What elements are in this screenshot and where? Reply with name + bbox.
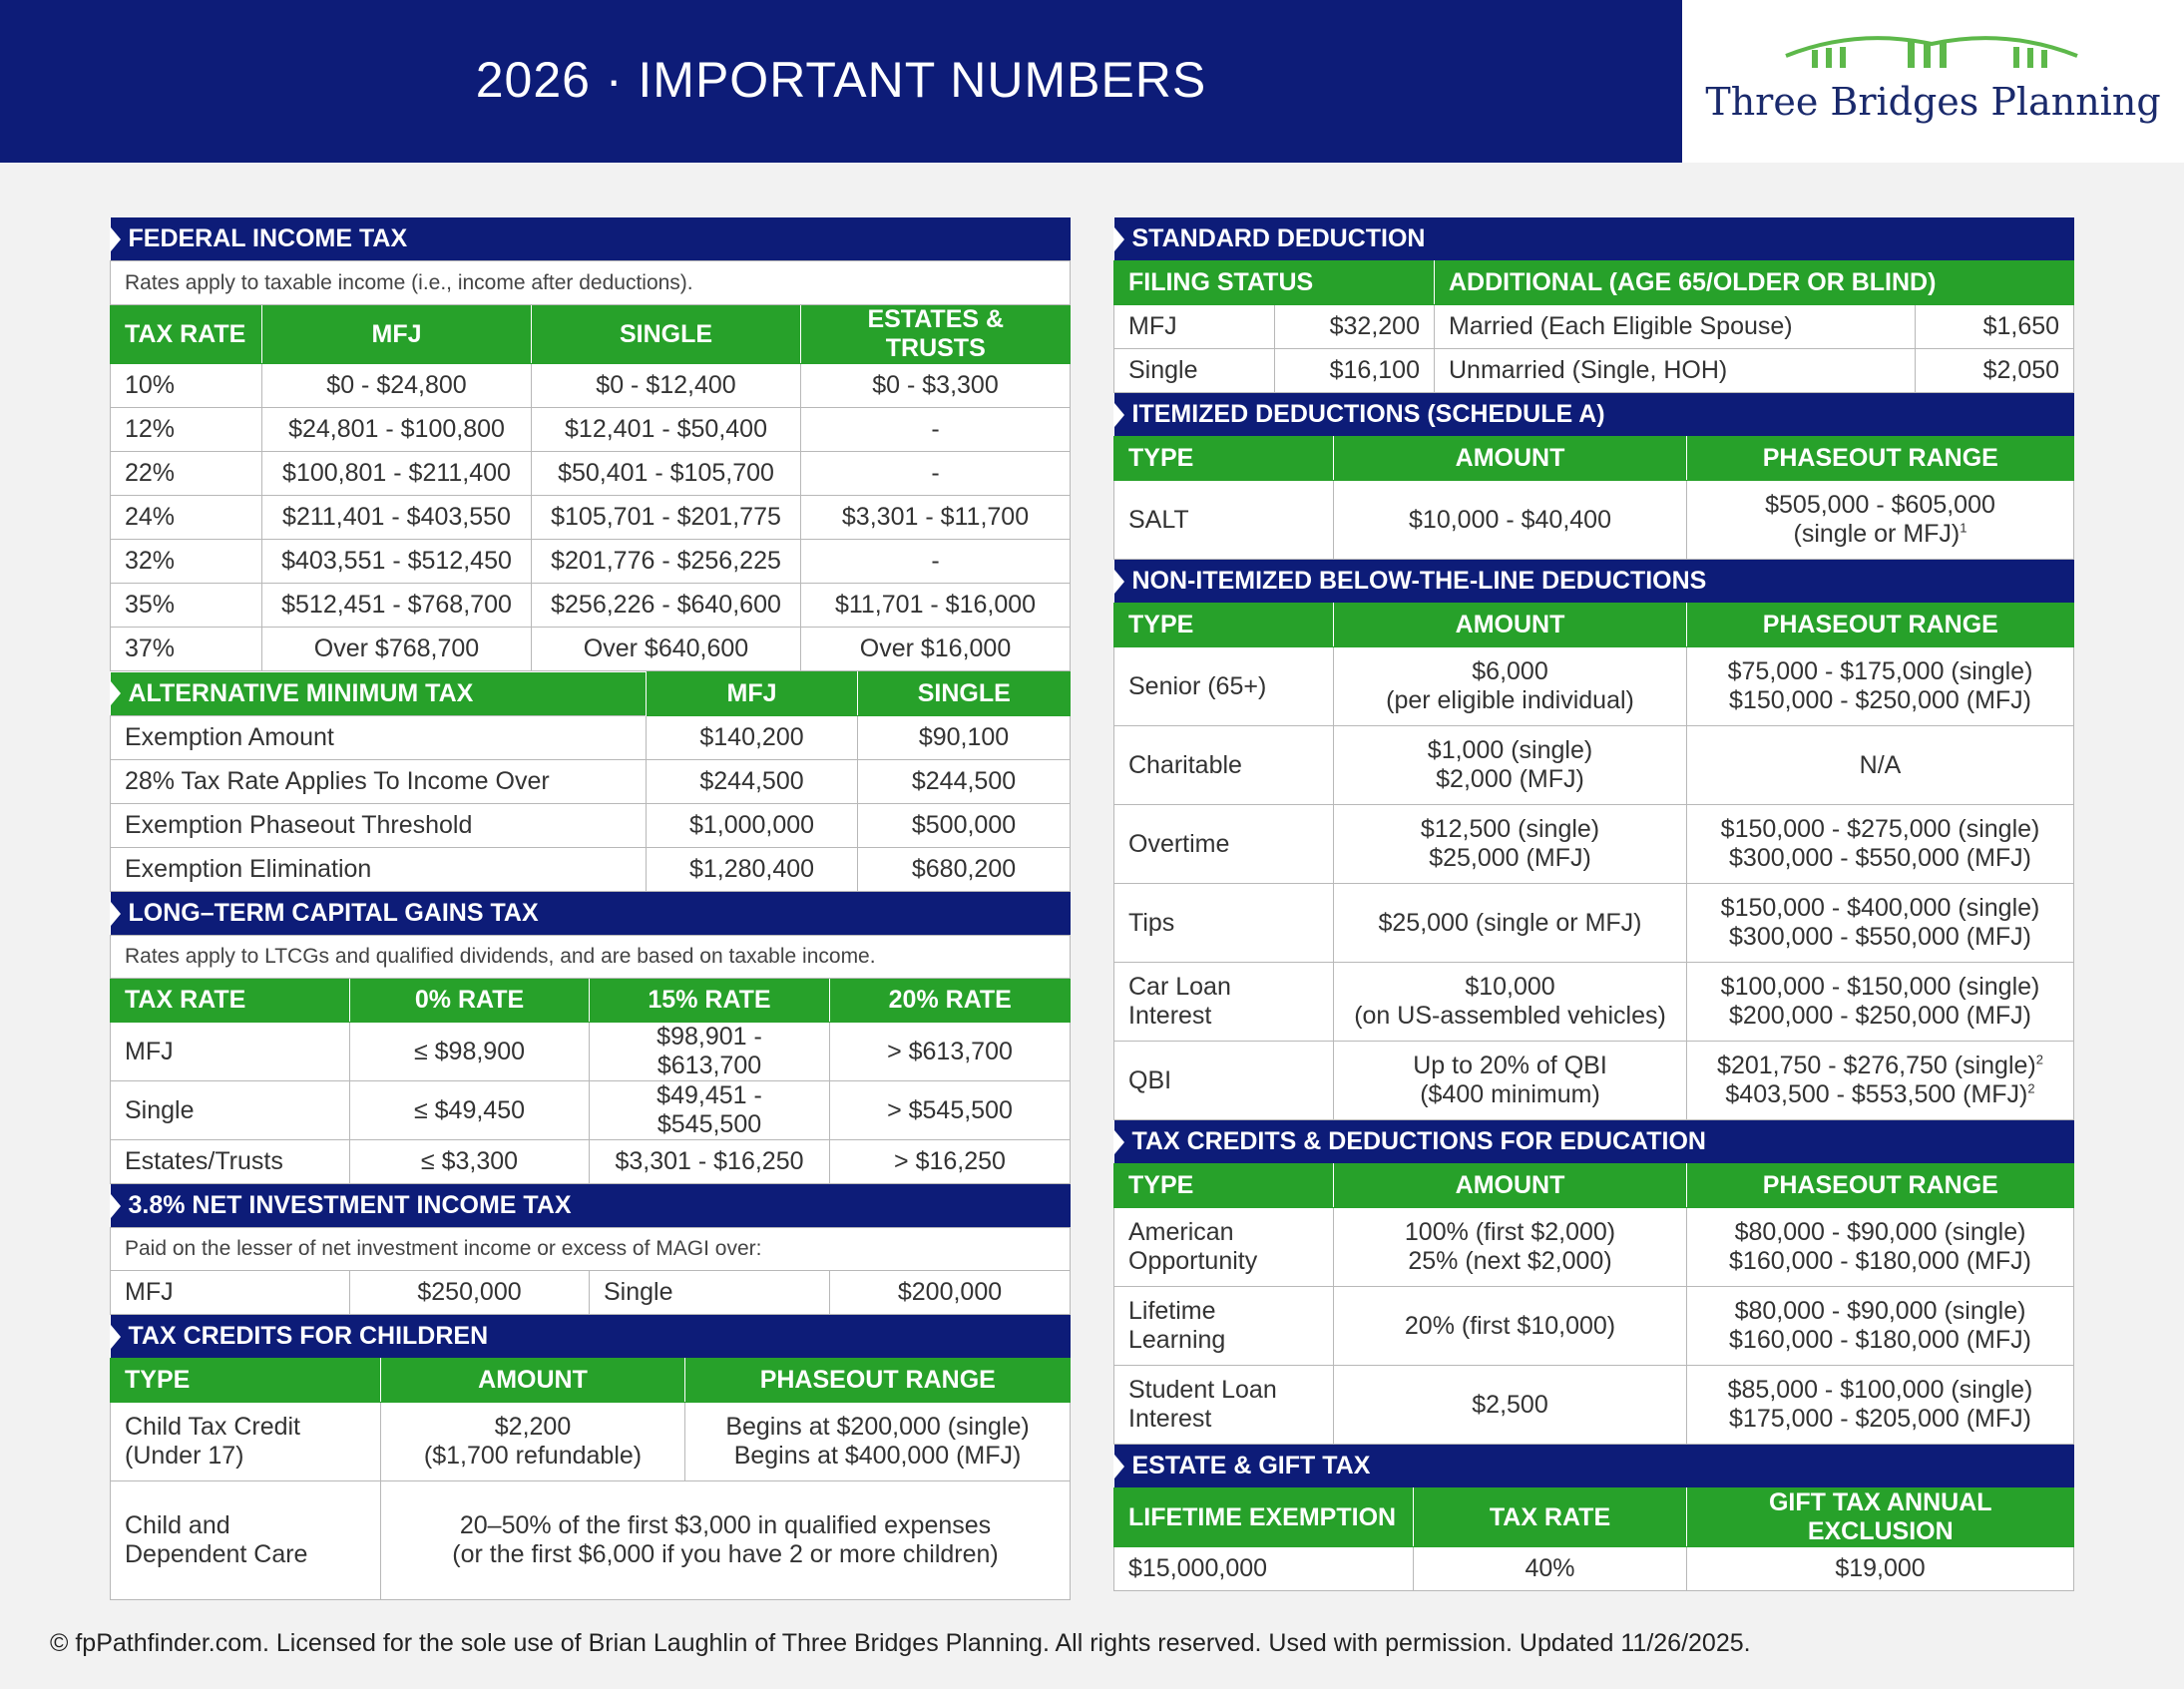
cell: $211,401 - $403,550: [262, 496, 532, 540]
section-note: Paid on the lesser of net investment income or excess of MAGI over:: [111, 1228, 1071, 1271]
cell: Single: [1114, 349, 1275, 393]
cell: $90,100: [858, 716, 1071, 760]
col-header: 20% RATE: [830, 979, 1071, 1023]
cell: 12%: [111, 408, 262, 452]
cell: ≤ $3,300: [350, 1140, 590, 1184]
section-title: ITEMIZED DEDUCTIONS (SCHEDULE A): [1114, 393, 2074, 437]
niit-table: [110, 1184, 1071, 1315]
left-column: [110, 217, 1070, 1600]
cell: ≤ $49,450: [350, 1081, 590, 1140]
cell-line: Student Loan: [1128, 1376, 1277, 1404]
cell: Exemption Amount: [111, 716, 647, 760]
cell: [1334, 1208, 1687, 1287]
cell: [1114, 884, 1334, 963]
col-header: PHASEOUT RANGE: [1687, 1164, 2074, 1208]
cell: $1,650: [1916, 305, 2074, 349]
table-row: [1114, 1547, 2074, 1591]
federal-income-tax-table: [110, 217, 1071, 671]
col-header: ADDITIONAL (AGE 65/OLDER OR BLIND): [1435, 261, 2074, 305]
education-table: [1113, 1120, 2074, 1445]
cell-line: ($400 minimum): [1420, 1080, 1600, 1108]
bridges-icon: [1782, 34, 2081, 74]
cell: [1334, 963, 1687, 1042]
cell: $11,701 - $16,000: [801, 584, 1071, 628]
cell: $0 - $12,400: [532, 364, 801, 408]
cell-line: Interest: [1128, 1002, 1212, 1030]
col-header: GIFT TAX ANNUAL EXCLUSION: [1687, 1488, 2074, 1547]
cell: [1687, 726, 2074, 805]
cell: $244,500: [647, 760, 858, 804]
cell-line: American: [1128, 1218, 1234, 1246]
table-row: [111, 628, 1071, 671]
table-row: [1114, 481, 2074, 560]
footnote-mark: 1: [1960, 520, 1967, 536]
col-header: AMOUNT: [1334, 437, 1687, 481]
cell: [1114, 647, 1334, 726]
col-header: SINGLE: [532, 305, 801, 364]
cell-line: $75,000 - $175,000 (single): [1727, 657, 2033, 685]
cell-text: $201,750 - $276,750 (single): [1717, 1052, 2036, 1079]
estate-gift-table: [1113, 1445, 2074, 1591]
cell: [1334, 1042, 1687, 1120]
cell: $0 - $24,800: [262, 364, 532, 408]
cell: $244,500: [858, 760, 1071, 804]
cell-line: $150,000 - $400,000 (single): [1720, 894, 2040, 922]
section-title: LONG–TERM CAPITAL GAINS TAX: [111, 892, 1071, 936]
cell: Over $16,000: [801, 628, 1071, 671]
cell: Over $640,600: [532, 628, 801, 671]
footer-copyright: © fpPathfinder.com. Licensed for the sole use of Brian Laughlin of Three Bridges Planning. All rights reserved. Used with permission. Updated 11/26/2025.: [50, 1629, 1751, 1657]
col-header: TAX RATE: [111, 305, 262, 364]
cell: $201,776 - $256,225: [532, 540, 801, 584]
cell-line: $85,000 - $100,000 (single): [1727, 1376, 2033, 1404]
cell-line: 100% (first $2,000): [1404, 1218, 1616, 1246]
cell-line: Overtime: [1128, 829, 1230, 858]
cell-line: $175,000 - $205,000 (MFJ): [1729, 1405, 2031, 1433]
cell: Single: [590, 1271, 830, 1315]
cell-line: Child Tax Credit: [125, 1413, 301, 1441]
cell: 37%: [111, 628, 262, 671]
cell-line: $505,000 - $605,000: [1765, 491, 1995, 519]
table-row: [1114, 647, 2074, 726]
cell-line: N/A: [1859, 750, 1902, 779]
table-row: [1114, 1287, 2074, 1366]
col-header: TYPE: [1114, 604, 1334, 647]
cell: [1114, 963, 1334, 1042]
cell-line: $25,000 (MFJ): [1429, 844, 1591, 872]
cell-line: $6,000: [1472, 657, 1548, 685]
cell: [685, 1403, 1071, 1481]
cell-line: 20% (first $10,000): [1404, 1311, 1616, 1340]
col-header: AMOUNT: [1334, 1164, 1687, 1208]
section-title: 3.8% NET INVESTMENT INCOME TAX: [111, 1184, 1071, 1228]
table-row: [1114, 726, 2074, 805]
cell: $16,100: [1275, 349, 1435, 393]
cell-line: $2,200: [494, 1413, 572, 1441]
cell-line: $80,000 - $90,000 (single): [1734, 1297, 2026, 1325]
col-header: PHASEOUT RANGE: [1687, 437, 2074, 481]
table-row: [111, 760, 1071, 804]
cell: Exemption Phaseout Threshold: [111, 804, 647, 848]
cell: $12,401 - $50,400: [532, 408, 801, 452]
cell: Married (Each Eligible Spouse): [1435, 305, 1916, 349]
cell: [1334, 726, 1687, 805]
col-header: ESTATES & TRUSTS: [801, 305, 1071, 364]
col-header: 0% RATE: [350, 979, 590, 1023]
ltcg-table: [110, 892, 1071, 1184]
cell: [1114, 726, 1334, 805]
cell: 28% Tax Rate Applies To Income Over: [111, 760, 647, 804]
col-header: TYPE: [1114, 1164, 1334, 1208]
cell: $200,000: [830, 1271, 1071, 1315]
section-note: Rates apply to taxable income (i.e., income after deductions).: [111, 261, 1071, 305]
col-header: 15% RATE: [590, 979, 830, 1023]
cell: [1114, 1208, 1334, 1287]
footnote-mark: 2: [2035, 1052, 2043, 1067]
cell-line: [1701, 520, 2059, 549]
table-row: [111, 364, 1071, 408]
table-row: [111, 848, 1071, 892]
col-header: SINGLE: [858, 672, 1071, 716]
cell: > $545,500: [830, 1081, 1071, 1140]
right-column: [1113, 217, 2073, 1591]
section-title: TAX CREDITS FOR CHILDREN: [111, 1315, 1071, 1359]
cell-line: $2,500: [1472, 1390, 1548, 1419]
cell-line: ($1,700 refundable): [423, 1442, 643, 1470]
cell: > $16,250: [830, 1140, 1071, 1184]
cell-text: (single or MFJ): [1793, 520, 1961, 548]
cell: $1,000,000: [647, 804, 858, 848]
cell: 24%: [111, 496, 262, 540]
cell: $500,000: [858, 804, 1071, 848]
cell: $15,000,000: [1114, 1547, 1414, 1591]
cell: $24,801 - $100,800: [262, 408, 532, 452]
cell: 22%: [111, 452, 262, 496]
cell: $256,226 - $640,600: [532, 584, 801, 628]
cell-line: $160,000 - $180,000 (MFJ): [1729, 1326, 2031, 1354]
logo-text: Three Bridges Planning: [1705, 80, 2161, 124]
cell-line: 25% (next $2,000): [1408, 1247, 1612, 1275]
cell: -: [801, 408, 1071, 452]
cell-line: Charitable: [1128, 750, 1242, 779]
cell-line: Begins at $400,000 (MFJ): [733, 1442, 1022, 1470]
cell: [1114, 1366, 1334, 1445]
cell: $3,301 - $16,250: [590, 1140, 830, 1184]
table-row: [1114, 805, 2074, 884]
cell: [1334, 1366, 1687, 1445]
cell: $49,451 - $545,500: [590, 1081, 830, 1140]
cell-line: $150,000 - $275,000 (single): [1720, 815, 2040, 843]
cell-line: Senior (65+): [1128, 671, 1267, 700]
cell-line: Opportunity: [1128, 1247, 1258, 1275]
cell: > $613,700: [830, 1023, 1071, 1081]
cell: $19,000: [1687, 1547, 2074, 1591]
amt-table: [110, 671, 1071, 892]
cell: Single: [111, 1081, 350, 1140]
table-row: [111, 496, 1071, 540]
table-row: [111, 452, 1071, 496]
col-header: PHASEOUT RANGE: [685, 1359, 1071, 1403]
cell-line: (on US-assembled vehicles): [1354, 1002, 1666, 1030]
cell: ≤ $98,900: [350, 1023, 590, 1081]
section-title: STANDARD DEDUCTION: [1114, 217, 2074, 261]
table-row: [111, 1023, 1071, 1081]
cell: [1687, 1042, 2074, 1120]
cell-line: $2,000 (MFJ): [1436, 765, 1584, 793]
section-note: Rates apply to LTCGs and qualified dividends, and are based on taxable income.: [111, 936, 1071, 979]
cell: [1687, 647, 2074, 726]
cell: MFJ: [111, 1023, 350, 1081]
table-row: [111, 584, 1071, 628]
cell: MFJ: [111, 1271, 350, 1315]
cell-line: $100,000 - $150,000 (single): [1720, 973, 2040, 1001]
cell: $50,401 - $105,700: [532, 452, 801, 496]
cell: [1687, 884, 2074, 963]
cell-line: (per eligible individual): [1386, 686, 1634, 714]
cell-line: 20–50% of the first $3,000 in qualified expenses: [459, 1511, 992, 1539]
cell-line: Tips: [1128, 908, 1175, 937]
cell: $680,200: [858, 848, 1071, 892]
cell-line: Interest: [1128, 1405, 1212, 1433]
table-row: [111, 804, 1071, 848]
cell: $512,451 - $768,700: [262, 584, 532, 628]
cell: [1687, 1366, 2074, 1445]
cell: $10,000 - $40,400: [1334, 481, 1687, 560]
non-itemized-table: [1113, 560, 2074, 1120]
cell-line: $12,500 (single): [1420, 815, 1600, 843]
col-header: FILING STATUS: [1114, 261, 1435, 305]
cell-line: QBI: [1128, 1065, 1172, 1094]
cell: [1114, 1287, 1334, 1366]
cell: [1687, 1287, 2074, 1366]
col-header: TAX RATE: [1414, 1488, 1687, 1547]
cell: [111, 1403, 381, 1481]
cell: [1687, 805, 2074, 884]
cell-line: Dependent Care: [125, 1540, 308, 1568]
col-header: MFJ: [262, 305, 532, 364]
col-header: AMOUNT: [1334, 604, 1687, 647]
cell: [1334, 884, 1687, 963]
cell: MFJ: [1114, 305, 1275, 349]
cell: -: [801, 540, 1071, 584]
table-row: [111, 716, 1071, 760]
table-row: [111, 1081, 1071, 1140]
cell: $1,280,400: [647, 848, 858, 892]
table-row: [1114, 1208, 2074, 1287]
cell: SALT: [1114, 481, 1334, 560]
cell-line: Lifetime: [1128, 1297, 1216, 1325]
cell: Estates/Trusts: [111, 1140, 350, 1184]
footnote-mark: 2: [2027, 1080, 2035, 1096]
cell-line: (Under 17): [125, 1442, 244, 1470]
cell-line: $25,000 (single or MFJ): [1378, 908, 1642, 937]
cell: [1334, 1287, 1687, 1366]
cell: Unmarried (Single, HOH): [1435, 349, 1916, 393]
col-header: MFJ: [647, 672, 858, 716]
logo: [1682, 0, 2184, 163]
cell: [111, 1481, 381, 1600]
cell: [1334, 805, 1687, 884]
cell: 32%: [111, 540, 262, 584]
table-row: [1114, 1042, 2074, 1120]
cell-line: Up to 20% of QBI: [1413, 1052, 1607, 1079]
cell-line: Begins at $200,000 (single): [725, 1413, 1030, 1441]
cell: [381, 1403, 685, 1481]
cell-line: [1701, 1052, 2059, 1080]
table-row: [111, 540, 1071, 584]
table-row: [1114, 963, 2074, 1042]
col-header: TYPE: [111, 1359, 381, 1403]
cell-line: $300,000 - $550,000 (MFJ): [1729, 923, 2031, 951]
cell-line: $200,000 - $250,000 (MFJ): [1729, 1002, 2031, 1030]
cell-line: Car Loan: [1128, 973, 1231, 1001]
col-header: TYPE: [1114, 437, 1334, 481]
cell: $32,200: [1275, 305, 1435, 349]
table-row: [111, 1271, 1071, 1315]
cell: [1687, 481, 2074, 560]
cell: [381, 1481, 1071, 1600]
cell: [1114, 1042, 1334, 1120]
standard-deduction-table: [1113, 217, 2074, 393]
col-header: PHASEOUT RANGE: [1687, 604, 2074, 647]
header-bar: [0, 0, 1682, 163]
cell: $3,301 - $11,700: [801, 496, 1071, 540]
section-title: NON-ITEMIZED BELOW-THE-LINE DEDUCTIONS: [1114, 560, 2074, 604]
cell-line: $80,000 - $90,000 (single): [1734, 1218, 2026, 1246]
section-title: TAX CREDITS & DEDUCTIONS FOR EDUCATION: [1114, 1120, 2074, 1164]
col-header: TAX RATE: [111, 979, 350, 1023]
section-title: ALTERNATIVE MINIMUM TAX: [111, 672, 647, 716]
cell: $0 - $3,300: [801, 364, 1071, 408]
cell: Exemption Elimination: [111, 848, 647, 892]
cell-text: $403,500 - $553,500 (MFJ): [1725, 1080, 2028, 1108]
cell-line: $160,000 - $180,000 (MFJ): [1729, 1247, 2031, 1275]
cell: [1334, 647, 1687, 726]
cell-line: $150,000 - $250,000 (MFJ): [1729, 686, 2031, 714]
cell: $105,701 - $201,775: [532, 496, 801, 540]
col-header: AMOUNT: [381, 1359, 685, 1403]
cell: 35%: [111, 584, 262, 628]
page-title: 2026 · IMPORTANT NUMBERS: [475, 52, 1207, 108]
section-title: ESTATE & GIFT TAX: [1114, 1445, 2074, 1488]
cell: -: [801, 452, 1071, 496]
section-title: FEDERAL INCOME TAX: [111, 217, 1071, 261]
cell-line: Child and: [125, 1511, 230, 1539]
cell: $403,551 - $512,450: [262, 540, 532, 584]
cell: $100,801 - $211,400: [262, 452, 532, 496]
cell-line: $10,000: [1465, 973, 1555, 1001]
cell: $2,050: [1916, 349, 2074, 393]
cell: $98,901 - $613,700: [590, 1023, 830, 1081]
table-row: [1114, 349, 2074, 393]
table-row: [111, 408, 1071, 452]
cell: 40%: [1414, 1547, 1687, 1591]
cell-line: $300,000 - $550,000 (MFJ): [1729, 844, 2031, 872]
col-header: LIFETIME EXEMPTION: [1114, 1488, 1414, 1547]
cell: $140,200: [647, 716, 858, 760]
table-row: [111, 1481, 1071, 1600]
cell-line: [1701, 1080, 2059, 1109]
table-row: [1114, 884, 2074, 963]
cell-line: (or the first $6,000 if you have 2 or more children): [452, 1540, 999, 1568]
itemized-table: [1113, 393, 2074, 560]
table-row: [1114, 305, 2074, 349]
cell: $250,000: [350, 1271, 590, 1315]
cell: [1687, 1208, 2074, 1287]
cell-line: Learning: [1128, 1326, 1226, 1354]
cell: [1687, 963, 2074, 1042]
table-row: [111, 1140, 1071, 1184]
cell: 10%: [111, 364, 262, 408]
table-row: [111, 1403, 1071, 1481]
cell: Over $768,700: [262, 628, 532, 671]
table-row: [1114, 1366, 2074, 1445]
cell: [1114, 805, 1334, 884]
children-table: [110, 1315, 1071, 1600]
cell-line: $1,000 (single): [1427, 736, 1593, 764]
